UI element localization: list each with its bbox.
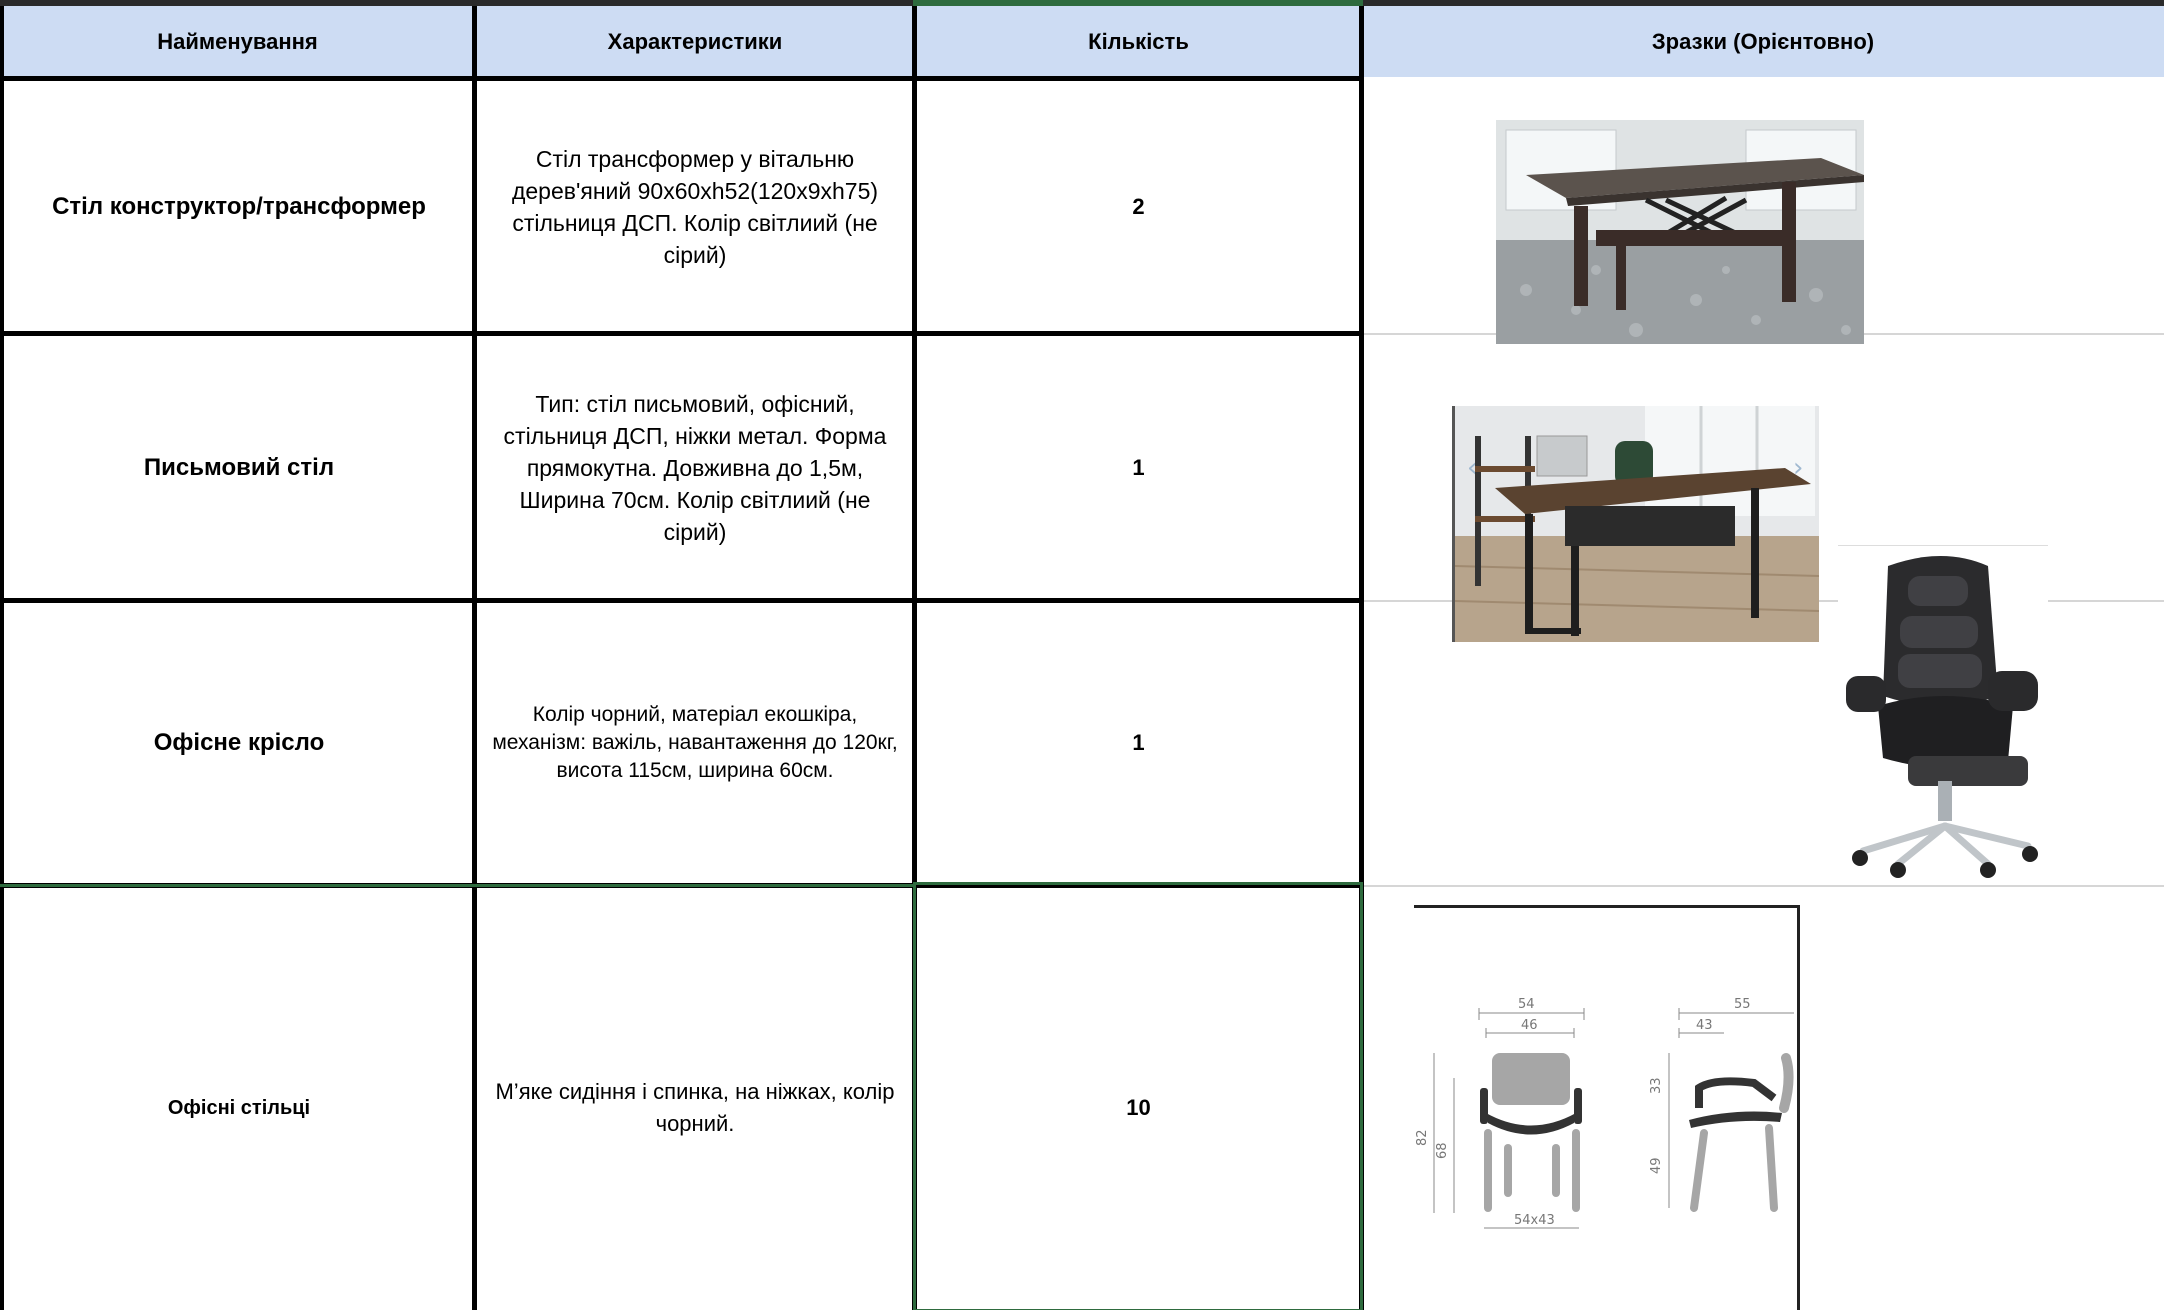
grid-line: [0, 76, 1364, 81]
cell-selection: [913, 882, 1363, 1310]
row4-spec[interactable]: М’яке сидіння і спинка, на ніжках, колір чорний.: [495, 1079, 895, 1136]
table-illustration: [1496, 120, 1864, 344]
row2-name[interactable]: Письмовий стіл: [143, 454, 335, 481]
chair-dimension-drawing: [1414, 908, 1797, 1310]
grid-line: [1364, 885, 2164, 887]
dim-front-width-seat: 46: [1521, 1018, 1538, 1033]
row1-name[interactable]: Стіл конструктор/трансформер: [52, 193, 426, 220]
selection-top: [913, 0, 1363, 6]
row2-spec[interactable]: Тип: стіл письмовий, офісний, стільниця ДСП, ніжки метал. Форма прямокутна. Довживна до 1,5м, Ширина 70см. Колір світлиий (не сірий): [503, 391, 887, 545]
chevron-right-icon: ›: [1793, 453, 1804, 483]
armchair-illustration: [1838, 546, 2048, 881]
row3-spec[interactable]: Колір чорний, матеріал екошкіра, механізм: важіль, навантаження до 120кг, висота 115см, ширина 60см.: [492, 703, 898, 782]
row4-name[interactable]: Офісні стільці: [167, 1096, 311, 1119]
header-spec[interactable]: Характеристики: [475, 6, 915, 77]
writing-desk-photo[interactable]: [1452, 406, 1819, 642]
dim-front-width-top: 54: [1518, 997, 1535, 1012]
office-chair-drawing[interactable]: [1414, 905, 1800, 1310]
dim-side-width-seat: 43: [1696, 1018, 1713, 1033]
office-armchair-photo[interactable]: [1838, 545, 2048, 881]
row1-spec[interactable]: Стіл трансформер у вітальню дерев'яний 90x60xh52(120x9xh75) стільниця ДСП. Колір світлиий (не сірий): [511, 146, 879, 268]
chevron-left-icon: ‹: [1467, 453, 1478, 483]
transformer-table-photo[interactable]: [1496, 120, 1864, 344]
grid-line: [0, 598, 1364, 603]
desk-illustration: [1455, 406, 1819, 642]
row1-qty[interactable]: 2: [1132, 194, 1145, 219]
row2-qty[interactable]: 1: [1132, 455, 1145, 480]
dim-front-height-back: 68: [1435, 1142, 1450, 1159]
dim-side-height-seat: 49: [1649, 1157, 1664, 1174]
dim-front-height-total: 82: [1415, 1129, 1430, 1146]
row4-qty[interactable]: 10: [1126, 1095, 1151, 1120]
grid-line: [0, 331, 1364, 336]
grid-line: [472, 6, 477, 1310]
grid-line: [0, 6, 4, 1310]
selection-edge: [0, 884, 913, 887]
header-samples[interactable]: Зразки (Орієнтовно): [1362, 6, 2164, 77]
row3-name[interactable]: Офісне крісло: [153, 729, 325, 756]
header-qty[interactable]: Кількість: [915, 6, 1362, 77]
row3-qty[interactable]: 1: [1132, 730, 1145, 755]
header-name[interactable]: Найменування: [0, 6, 475, 77]
dim-front-base: 54x43: [1514, 1213, 1555, 1228]
dim-side-height-arm: 33: [1649, 1077, 1664, 1094]
dim-side-width-top: 55: [1734, 997, 1751, 1012]
